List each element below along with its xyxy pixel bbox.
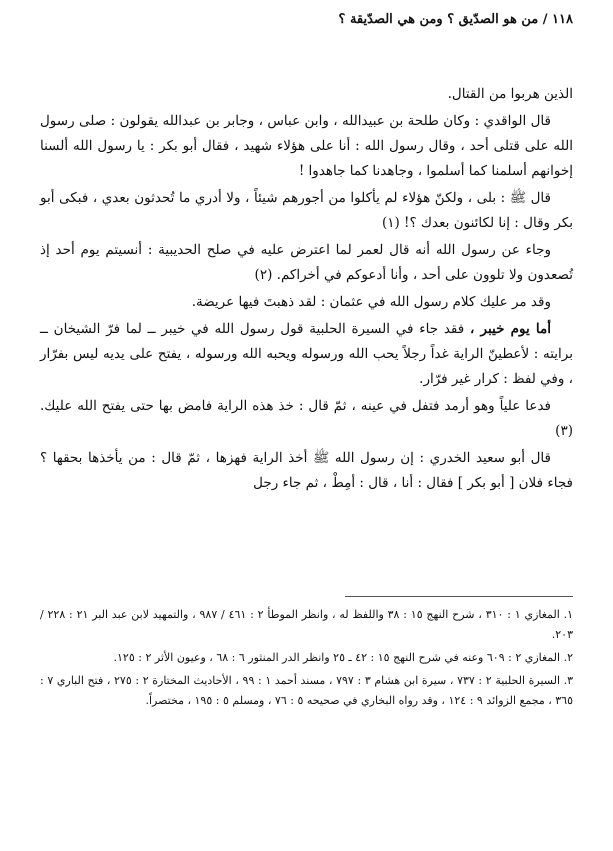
footnote-2: ٢. المغازي ٢ : ٦٠٩ وعنه في شرح النهج ١٥ : ٤٢ ـ ٢٥ وانظر الدر المنثور ٦ : ٦٨ ، وعيون الأثر ٢ : ١٢٥. bbox=[113, 651, 573, 664]
footnote-divider bbox=[345, 596, 573, 597]
paragraph-2: قال الواقدي : وكان طلحة بن عبيدالله ، وابن عباس ، وجابر بن عبدالله يقولون : صلى رسول الله على قتلى أحد ، وقال رسول الله : أنا على هؤلاء شهيد ، فقال أبو بكر : يا رسول الله ألسنا إخوانهم أسلمنا كما أسلموا ، وجاهدنا كما جاهدوا ! bbox=[40, 113, 573, 179]
footnote-3: ٣. السيرة الحلبية ٢ : ٧٣٧ ، سيرة ابن هشام ٣ : ٧٩٧ ، مسند أحمد ١ : ٩٩ ، الأحاديث المختارة ٢ : ٢٧٥ ، فتح الباري ٧ : ٣٦٥ ، مجمع الزوائد ٩ : ١٢٤ ، وقد رواه البخاري في صحيحه ٥ : ٧٦ ، ومسلم ٥ : ١٩٥ ، مختصراً. bbox=[40, 674, 574, 707]
section-lead: أما يوم خيبر ، bbox=[469, 321, 551, 337]
paragraph-5: وقد مر عليك كلام رسول الله في عثمان : لقد ذهبتَ فيها عريضة. bbox=[191, 294, 551, 310]
paragraph-8: قال أبو سعيد الخدري : إن رسول الله ﷺ أخذ الراية فهزها ، ثمّ قال : من يأخذها بحقها ؟ فجاء فلان [ أبو بكر ] فقال : أنا ، قال : أمِطْ ، ثم جاء رجل bbox=[40, 450, 573, 491]
footnote-1: ١. المغازي ١ : ٣١٠ ، شرح النهج ١٥ : ٣٨ واللفظ له ، وانظر الموطأ ٢ : ٤٦١ / ٩٨٧ ، والتمهيد لابن عبد البر ٢١ : ٢٢٨ / ٢٠٣. bbox=[40, 608, 574, 641]
paragraph-1: الذين هربوا من القتال. bbox=[447, 86, 573, 102]
paragraph-4: وجاء عن رسول الله أنه قال لعمر لما اعترض عليه في صلح الحديبية : أنسيتم يوم أحد إذ تُصعدون ولا تلوون على أحد ، وأنا أدعوكم في أخراكم. (٢) bbox=[40, 242, 573, 283]
page-header: ١١٨ / من هو الصدّيق ؟ ومن هي الصدّيقة ؟ bbox=[338, 12, 573, 27]
main-text bbox=[40, 82, 573, 498]
paragraph-6-text: فقد جاء في السيرة الحلبية قول رسول الله في خيبر ــ لما فرّ الشيخان ــ برايته : لأعطينّ الراية غداً رجلاً يحب الله ورسوله ويحبه الله ورسوله ، يفتح على يديه ليس بفرّار ، وفي لفظ : كرار غير فرّار. bbox=[40, 321, 573, 387]
paragraph-7: فدعا علياً وهو أرمد فتفل في عينه ، ثمّ قال : خذ هذه الراية فامض بها حتى يفتح الله عليك. (٣) bbox=[40, 398, 573, 439]
paragraph-3: قال ﷺ : بلى ، ولكنّ هؤلاء لم يأكلوا من أجورهم شيئاً ، ولا أدري ما تُحدثون بعدي ، فبكى أبو بكر وقال : إنا لكائنون بعدك ؟! (١) bbox=[40, 190, 573, 231]
footnotes bbox=[40, 605, 573, 714]
paragraph-6 bbox=[40, 317, 573, 392]
